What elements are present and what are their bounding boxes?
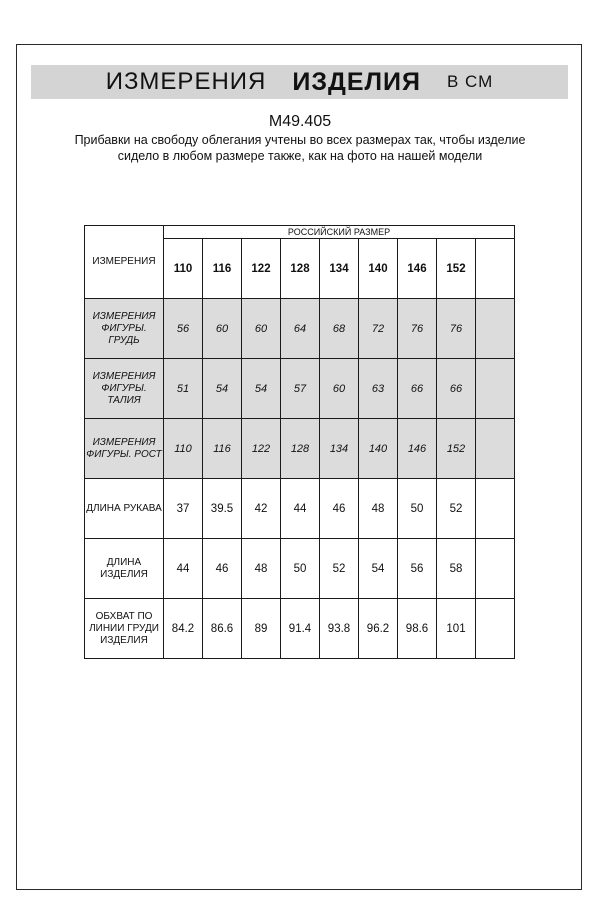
size-header-cell: 140 [359,239,398,299]
value-cell: 110 [164,419,203,479]
value-cell: 93.8 [320,599,359,659]
table-row [85,599,515,659]
table-row [85,299,515,359]
value-cell: 63 [359,359,398,419]
value-cell: 152 [437,419,476,479]
row-label: ДЛИНА РУКАВА [85,479,164,539]
value-cell: 66 [437,359,476,419]
title-banner [31,65,568,99]
row-label: ИЗМЕРЕНИЯ ФИГУРЫ. ТАЛИЯ [85,359,164,419]
table-row [85,419,515,479]
header-row-group [85,226,515,239]
value-cell: 134 [320,419,359,479]
empty-cell [476,299,515,359]
value-cell: 86.6 [203,599,242,659]
value-cell: 84.2 [164,599,203,659]
value-cell: 52 [437,479,476,539]
value-cell: 101 [437,599,476,659]
table-row [85,539,515,599]
value-cell: 50 [398,479,437,539]
value-cell: 60 [242,299,281,359]
row-label: ИЗМЕРЕНИЯ ФИГУРЫ. ГРУДЬ [85,299,164,359]
value-cell: 42 [242,479,281,539]
fit-description: Прибавки на свободу облегания учтены во всех размерах так, чтобы изделие сидело в любом размере также, как на фото на нашей модели [74,133,526,163]
row-label: ДЛИНА ИЗДЕЛИЯ [85,539,164,599]
value-cell: 54 [242,359,281,419]
empty-header-cell [476,239,515,299]
size-header-cell: 122 [242,239,281,299]
value-cell: 140 [359,419,398,479]
value-cell: 57 [281,359,320,419]
value-cell: 89 [242,599,281,659]
model-code: M49.405 [268,113,332,130]
size-table [84,225,515,659]
value-cell: 46 [320,479,359,539]
value-cell: 48 [242,539,281,599]
title-part-product: ИЗДЕЛИЯ [292,67,421,96]
size-header-cell: 116 [203,239,242,299]
value-cell: 52 [320,539,359,599]
value-cell: 122 [242,419,281,479]
value-cell: 56 [164,299,203,359]
value-cell: 98.6 [398,599,437,659]
empty-cell [476,539,515,599]
value-cell: 37 [164,479,203,539]
value-cell: 146 [398,419,437,479]
value-cell: 128 [281,419,320,479]
value-cell: 116 [203,419,242,479]
table-row [85,479,515,539]
row-label: ОБХВАТ ПО ЛИНИИ ГРУДИ ИЗДЕЛИЯ [85,599,164,659]
value-cell: 58 [437,539,476,599]
value-cell: 91.4 [281,599,320,659]
value-cell: 76 [437,299,476,359]
empty-cell [476,599,515,659]
value-cell: 66 [398,359,437,419]
value-cell: 48 [359,479,398,539]
value-cell: 60 [203,299,242,359]
table-row [85,359,515,419]
value-cell: 44 [164,539,203,599]
value-cell: 46 [203,539,242,599]
empty-cell [476,359,515,419]
title-part-measurements: ИЗМЕРЕНИЯ [105,68,267,95]
empty-cell [476,479,515,539]
value-cell: 96.2 [359,599,398,659]
value-cell: 54 [359,539,398,599]
size-header-cell: 128 [281,239,320,299]
value-cell: 44 [281,479,320,539]
title-part-units: В СМ [446,72,494,91]
value-cell: 60 [320,359,359,419]
value-cell: 39.5 [203,479,242,539]
value-cell: 51 [164,359,203,419]
empty-cell [476,419,515,479]
value-cell: 64 [281,299,320,359]
value-cell: 68 [320,299,359,359]
value-cell: 54 [203,359,242,419]
corner-label: ИЗМЕРЕНИЯ [85,226,164,299]
size-header-cell: 152 [437,239,476,299]
size-group-label: РОССИЙСКИЙ РАЗМЕР [164,226,515,239]
size-header-cell: 146 [398,239,437,299]
row-label: ИЗМЕРЕНИЯ ФИГУРЫ. РОСТ [85,419,164,479]
size-header-cell: 110 [164,239,203,299]
value-cell: 72 [359,299,398,359]
value-cell: 50 [281,539,320,599]
size-header-cell: 134 [320,239,359,299]
value-cell: 76 [398,299,437,359]
value-cell: 56 [398,539,437,599]
